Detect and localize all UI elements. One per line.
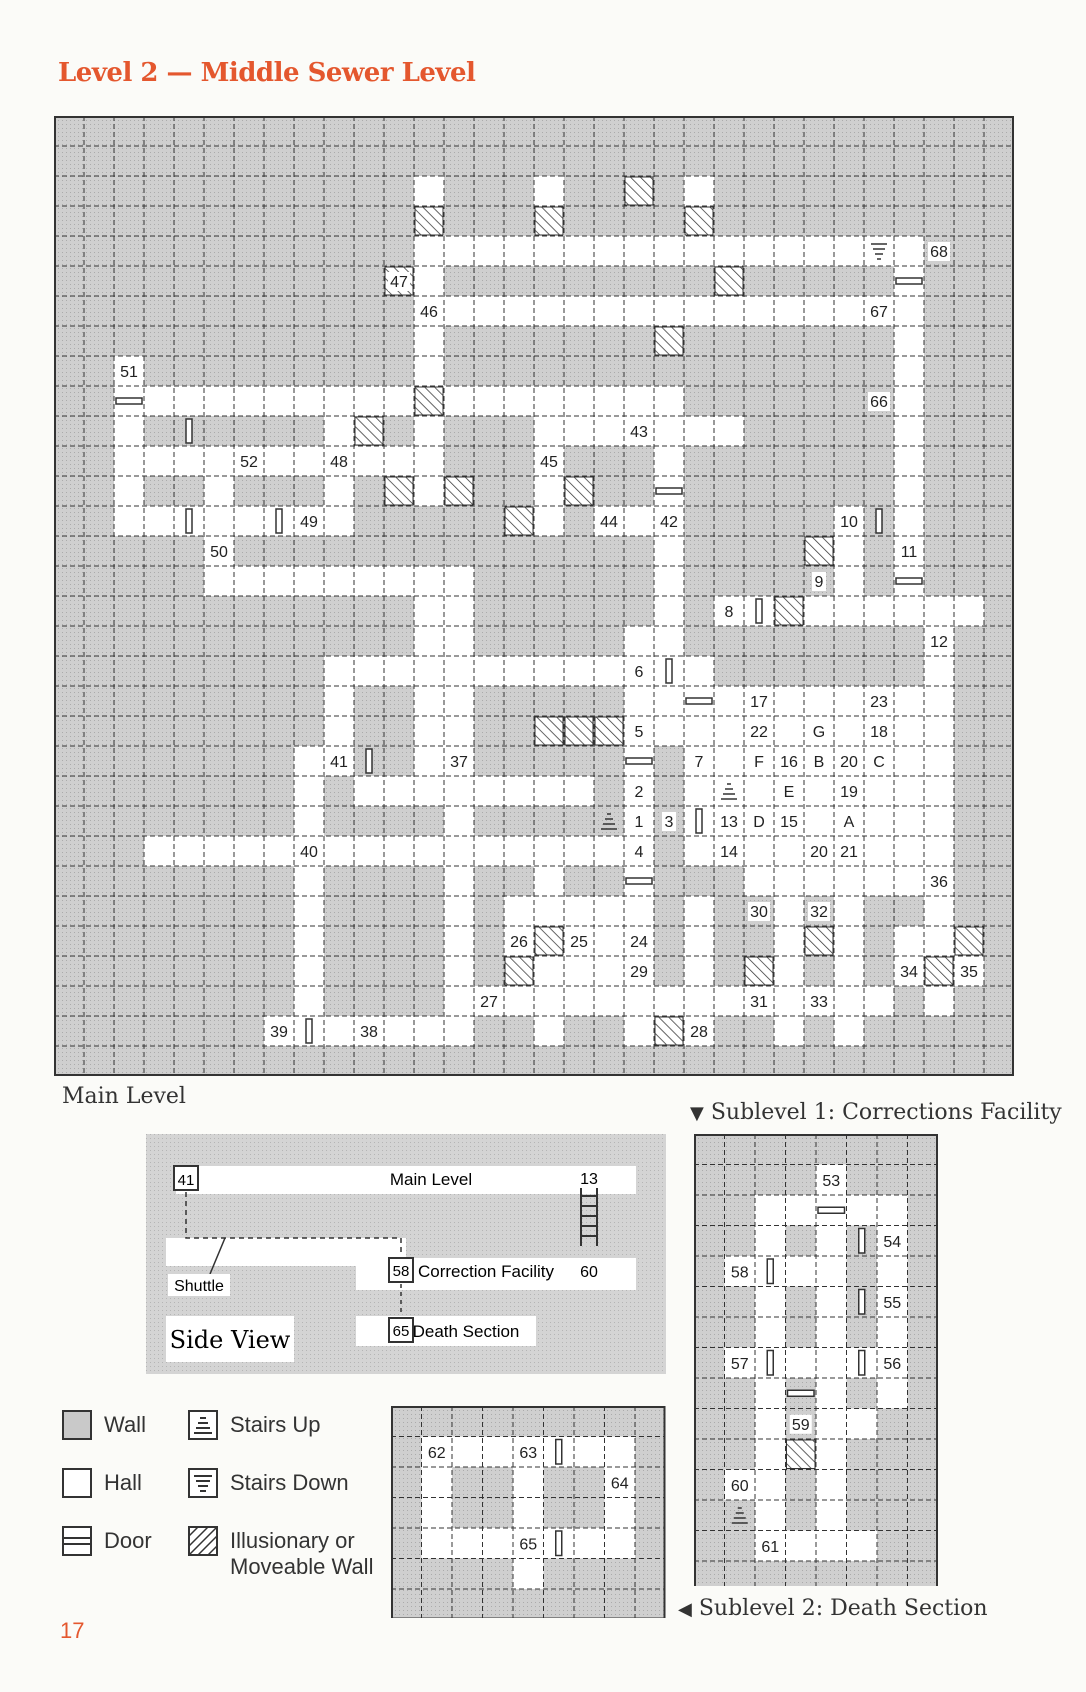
down-triangle-icon: ▼	[690, 1103, 704, 1124]
room-label: A	[843, 814, 855, 831]
legend-hall: Hall	[104, 1470, 142, 1495]
door	[767, 1259, 773, 1284]
door	[756, 599, 762, 623]
sublevel2-caption	[678, 1596, 988, 1621]
room-label: 8	[724, 604, 734, 621]
room-label: 52	[240, 454, 258, 471]
door	[366, 749, 372, 773]
illusionary-wall	[925, 957, 953, 985]
illusionary-wall	[595, 717, 623, 745]
illusionary-wall	[745, 957, 773, 985]
side-view-diagram	[146, 1134, 666, 1374]
illusionary-wall	[775, 597, 803, 625]
illusionary-wall	[715, 267, 743, 295]
illusionary-wall	[535, 717, 563, 745]
legend-stairs-up: Stairs Up	[230, 1412, 321, 1437]
room-label: 13	[720, 814, 738, 831]
room-label: 10	[840, 514, 858, 531]
room-label: 45	[540, 454, 558, 471]
shuttle-label: Shuttle	[174, 1278, 224, 1295]
room-label: 53	[822, 1172, 841, 1190]
room-label: 58	[730, 1264, 749, 1282]
room-label: 4	[634, 844, 644, 861]
page-title: Level 2 — Middle Sewer Level	[58, 58, 476, 88]
illusionary-wall	[565, 717, 593, 745]
room-label: G	[812, 724, 826, 741]
main-level-grid	[54, 116, 1022, 1076]
room-label: 60	[730, 1477, 749, 1495]
node-13: 13	[580, 1171, 598, 1188]
room-label: 65	[519, 1536, 538, 1554]
room-label: 54	[883, 1233, 902, 1251]
room-label: 43	[630, 424, 648, 441]
illusionary-wall	[415, 387, 443, 415]
side-view-title: Side View	[169, 1326, 291, 1354]
room-label: 23	[870, 694, 888, 711]
legend-illusionary-2: Moveable Wall	[230, 1554, 374, 1579]
room-label: 26	[510, 934, 528, 951]
room-label: 9	[814, 574, 824, 591]
room-label: 39	[270, 1024, 288, 1041]
room-label: 7	[694, 754, 704, 771]
legend-illusionary-1: Illusionary or	[230, 1528, 355, 1553]
room-label: 27	[480, 994, 498, 1011]
room-label: 46	[420, 304, 438, 321]
door	[556, 1440, 562, 1465]
room-label: 15	[780, 814, 798, 831]
room-label: 6	[634, 664, 644, 681]
door	[556, 1531, 562, 1556]
room-label: 56	[883, 1355, 902, 1373]
illusionary-wall	[655, 1017, 683, 1045]
node-65: 65	[392, 1323, 410, 1340]
door	[818, 1207, 845, 1213]
legend-door: Door	[104, 1528, 152, 1553]
door	[859, 1229, 865, 1254]
node-60: 60	[580, 1264, 598, 1281]
room-label: 2	[634, 784, 644, 801]
death-label: Death Section	[412, 1322, 520, 1341]
room-label: D	[753, 814, 765, 831]
room-label: 22	[750, 724, 768, 741]
door	[116, 398, 142, 404]
room-label: 20	[840, 754, 858, 771]
door	[276, 509, 282, 533]
main-level-map	[54, 116, 1022, 1076]
room-label: 5	[634, 724, 644, 741]
main-hall	[474, 986, 684, 1016]
room-label: 38	[360, 1024, 378, 1041]
door	[767, 1351, 773, 1376]
room-label: 24	[630, 934, 648, 951]
room-label: 1	[634, 814, 644, 831]
illusionary-wall	[787, 1440, 816, 1469]
room-label: 18	[870, 724, 888, 741]
sublevel2-caption-text: Sublevel 2: Death Section	[698, 1596, 988, 1621]
room-label: 62	[427, 1444, 446, 1462]
room-label: 66	[870, 394, 888, 411]
main-hall	[414, 296, 924, 326]
room-label: 34	[900, 964, 918, 981]
illusionary-wall	[655, 327, 683, 355]
room-label: F	[754, 754, 764, 771]
room-label: 28	[690, 1024, 708, 1041]
illusionary-wall	[385, 477, 413, 505]
room-label: 33	[810, 994, 828, 1011]
legend-wall: Wall	[104, 1412, 146, 1437]
stairs-down-icon	[188, 1468, 218, 1503]
room-label: 20	[810, 844, 828, 861]
room-label: 25	[570, 934, 588, 951]
side-view-panel	[146, 1134, 666, 1374]
main-hall	[654, 416, 684, 746]
door	[696, 809, 702, 833]
sublevel1-caption-text: Sublevel 1: Corrections Facility	[710, 1100, 1062, 1125]
door	[876, 509, 882, 533]
illusionary-wall-icon	[188, 1526, 218, 1561]
main-hall	[744, 866, 954, 896]
door	[896, 278, 922, 284]
door	[666, 659, 672, 683]
door	[626, 878, 652, 884]
illusionary-wall	[805, 537, 833, 565]
room-label: 49	[300, 514, 318, 531]
illusionary-wall	[355, 417, 383, 445]
illusionary-wall	[445, 477, 473, 505]
main-level-label: Main Level	[389, 1170, 473, 1189]
room-label: 36	[930, 874, 948, 891]
legend-stairs-down: Stairs Down	[230, 1470, 349, 1495]
illusionary-wall	[805, 927, 833, 955]
left-triangle-icon: ◀	[678, 1599, 692, 1620]
room-label: 29	[630, 964, 648, 981]
room-label: 42	[660, 514, 678, 531]
room-label: 16	[780, 754, 798, 771]
sublevel2-map	[391, 1406, 667, 1618]
room-label: 3	[664, 814, 674, 831]
room-label: 48	[330, 454, 348, 471]
door	[896, 578, 922, 584]
room-label: 30	[750, 904, 768, 921]
sublevel2-grid	[391, 1406, 667, 1618]
stairs-up-icon	[188, 1410, 218, 1445]
room-label: 51	[120, 364, 138, 381]
room-label: 67	[870, 304, 888, 321]
room-label: 17	[750, 694, 768, 711]
illusionary-wall	[505, 507, 533, 535]
room-label: 37	[450, 754, 468, 771]
door	[626, 758, 652, 764]
door	[186, 509, 192, 533]
door-icon	[62, 1526, 92, 1561]
room-label: 21	[840, 844, 858, 861]
door	[656, 488, 682, 494]
room-label: 32	[810, 904, 828, 921]
sublevel1-map	[694, 1134, 938, 1586]
room-label: 61	[761, 1538, 780, 1556]
room-label: 50	[210, 544, 228, 561]
sublevel1-caption	[690, 1100, 1062, 1125]
door	[186, 419, 192, 443]
room-label: 11	[900, 544, 918, 561]
room-label: 68	[930, 244, 948, 261]
main-hall	[714, 596, 924, 626]
room-label: 64	[610, 1475, 629, 1493]
wall-icon	[62, 1410, 92, 1445]
illusionary-wall	[565, 477, 593, 505]
room-label: 12	[930, 634, 948, 651]
page-number: 17	[60, 1618, 85, 1643]
node-58: 58	[392, 1263, 410, 1280]
room-label: 35	[960, 964, 978, 981]
illusionary-wall	[955, 927, 983, 955]
main-hall	[204, 566, 474, 596]
door	[686, 698, 712, 704]
room-label: 63	[519, 1444, 538, 1462]
door	[859, 1351, 865, 1376]
room-label: 31	[750, 994, 768, 1011]
room-label: 55	[883, 1294, 902, 1312]
room-label: 14	[720, 844, 738, 861]
correction-label: Correction Facility	[417, 1262, 555, 1281]
illusionary-wall	[625, 177, 653, 205]
illusionary-wall	[535, 927, 563, 955]
room-label: 19	[840, 784, 858, 801]
illusionary-wall	[505, 957, 533, 985]
door	[859, 1290, 865, 1315]
room-label: 59	[791, 1416, 810, 1434]
main-hall	[414, 386, 684, 416]
sublevel1-grid	[694, 1134, 938, 1586]
main-level-caption: Main Level	[62, 1084, 186, 1109]
room-label: E	[783, 784, 795, 801]
illusionary-wall	[685, 207, 713, 235]
node-41: 41	[177, 1172, 195, 1189]
illusionary-wall	[535, 207, 563, 235]
room-label: 44	[600, 514, 618, 531]
main-hall	[894, 236, 924, 626]
room-label: B	[813, 754, 825, 771]
room-label: 57	[730, 1355, 749, 1373]
room-label: 41	[330, 754, 348, 771]
illusionary-wall	[415, 207, 443, 235]
door	[306, 1019, 312, 1043]
main-hall	[414, 236, 924, 266]
room-label: 40	[300, 844, 318, 861]
room-label: 47	[390, 274, 408, 291]
room-label: C	[873, 754, 885, 771]
door	[788, 1390, 815, 1396]
hall-icon	[62, 1468, 92, 1503]
